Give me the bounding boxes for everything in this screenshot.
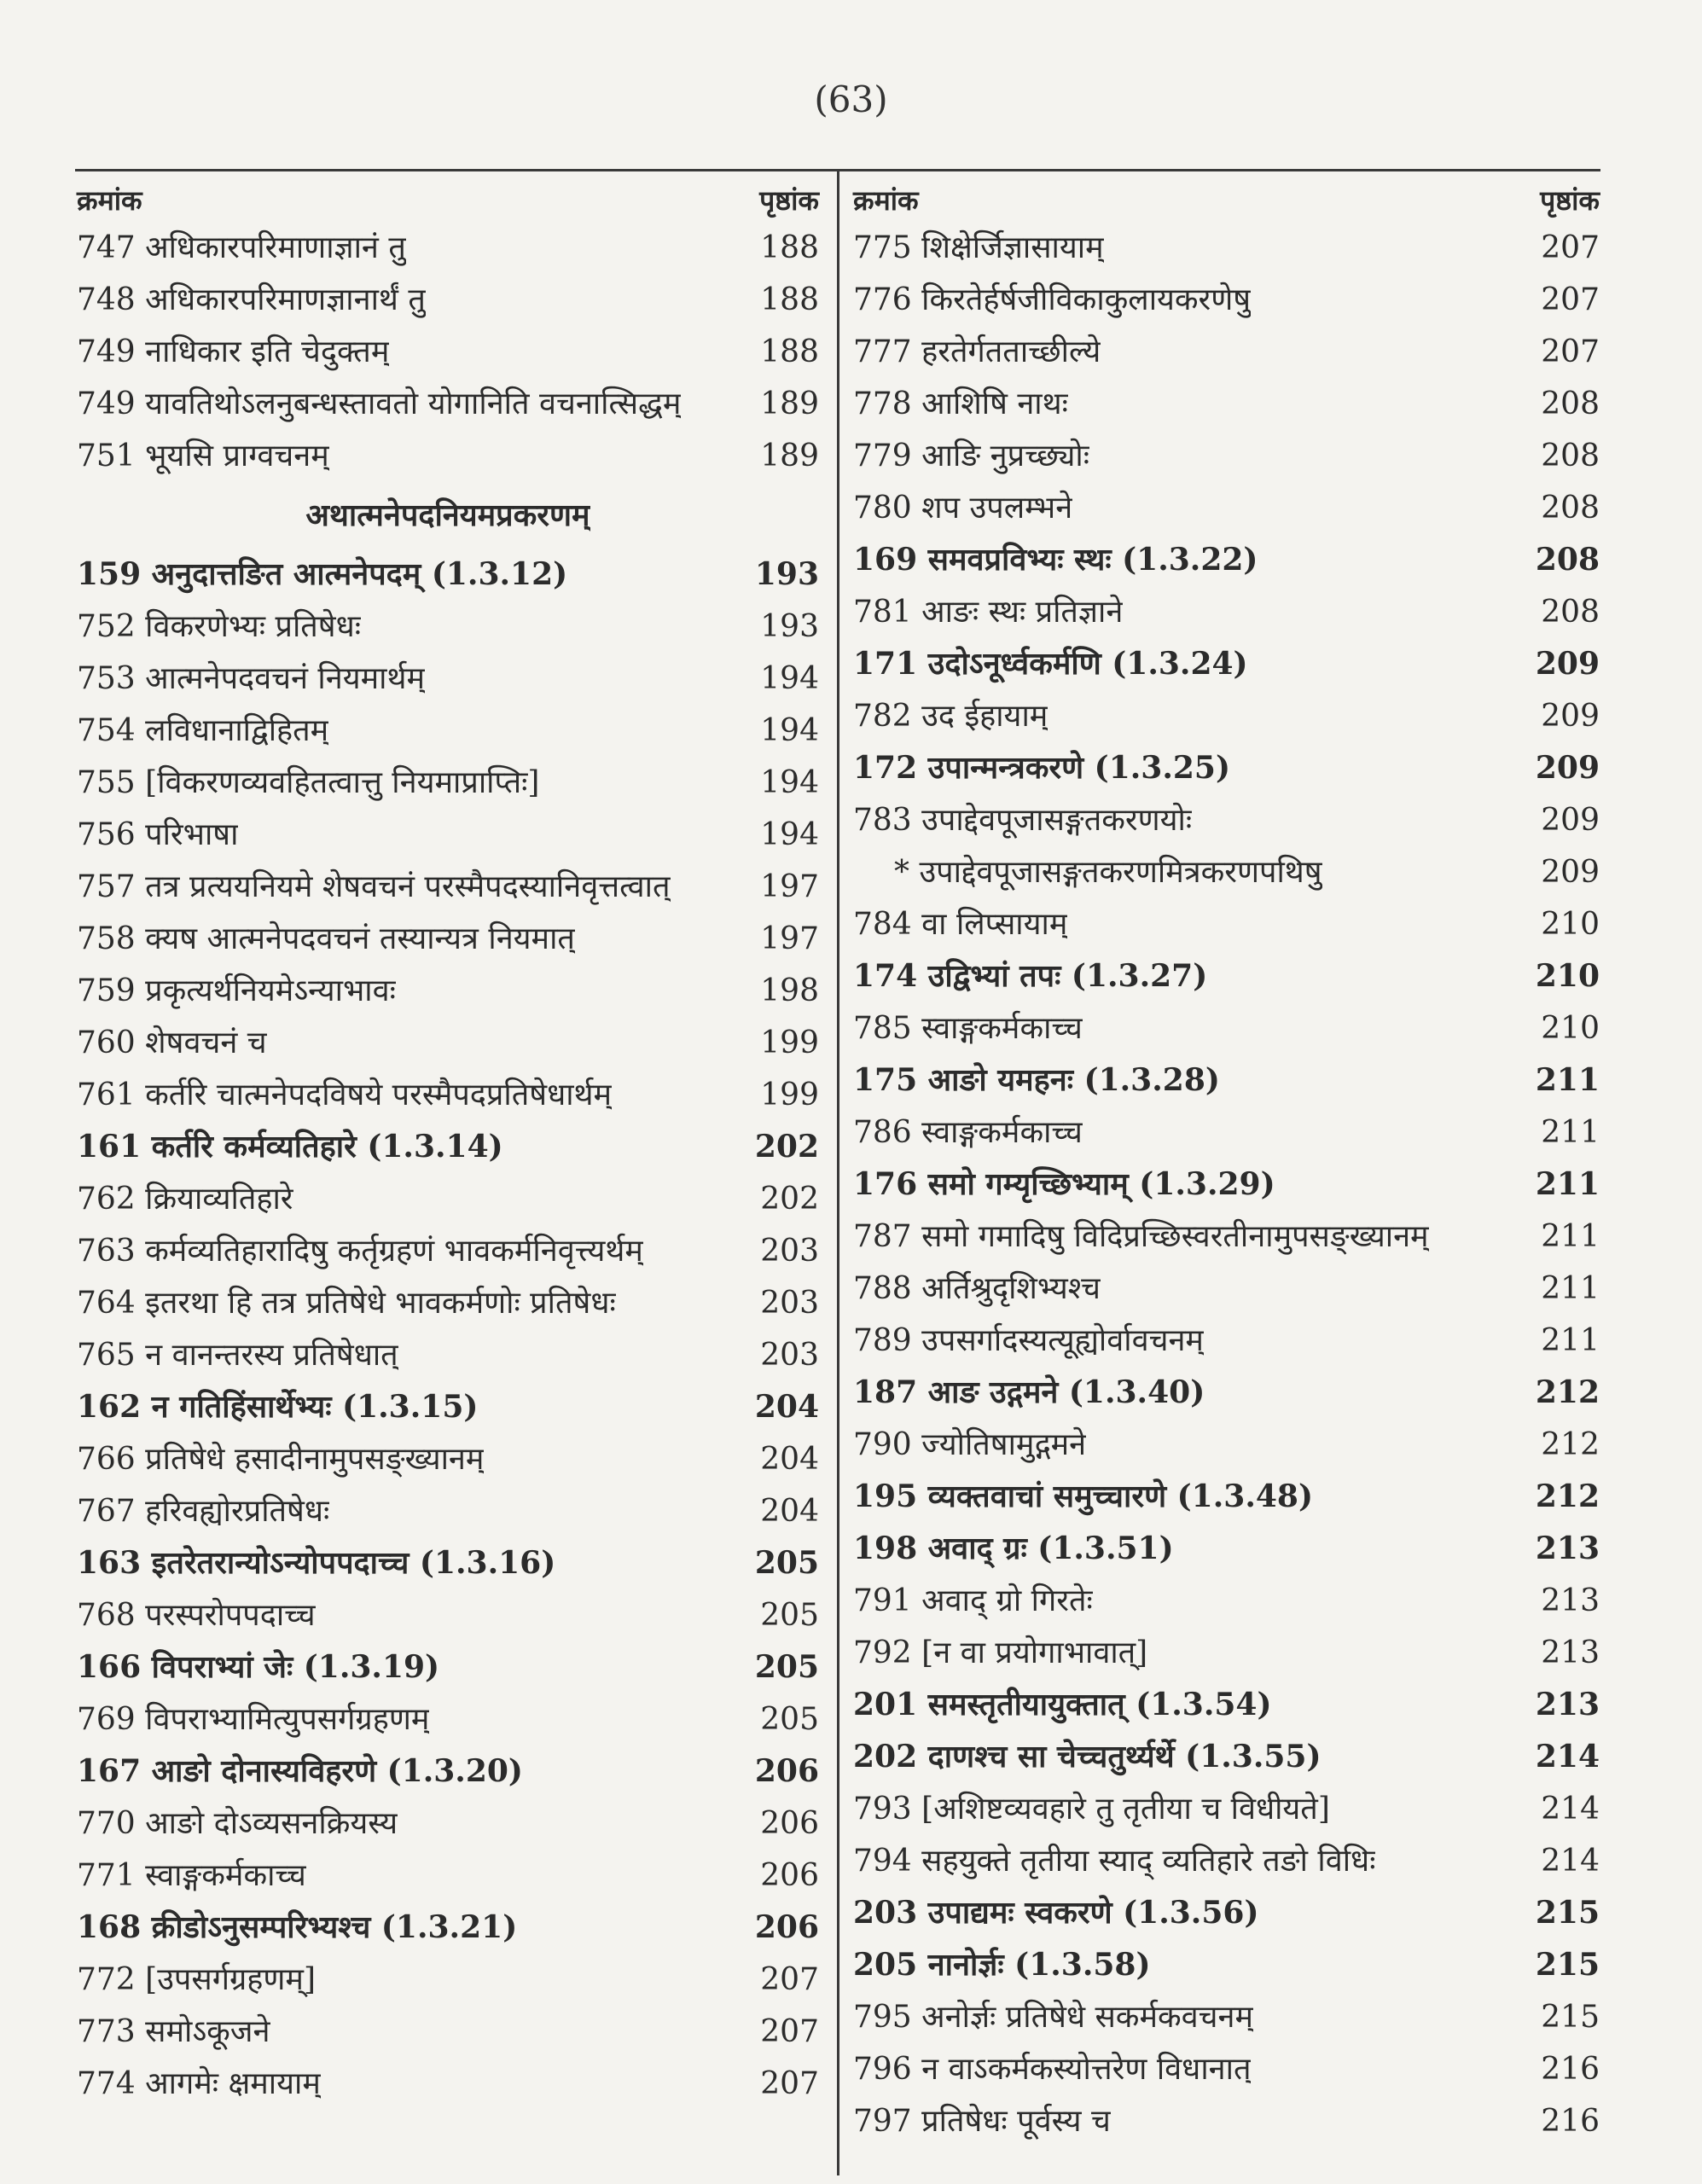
- index-entry: [853, 1263, 1600, 1315]
- index-entry: [853, 1575, 1600, 1627]
- entry-page: 193: [754, 556, 819, 592]
- index-entry: [77, 430, 819, 482]
- index-entry: [853, 1054, 1600, 1107]
- entry-text: 755 [विकरणव्यवहितत्वात्तु नियमाप्राप्तिः]: [77, 765, 540, 800]
- index-entry: [853, 1159, 1600, 1211]
- entry-text: 757 तत्र प्रत्ययनियमे शेषवचनं परस्मैपदस्यानिवृत्तत्वात्: [77, 869, 671, 904]
- entry-text: 766 प्रतिषेधे हसादीनामुपसङ्ख्यानम्: [77, 1442, 485, 1477]
- entry-page: 212: [1541, 1427, 1600, 1462]
- entry-text: 203 उपाद्यमः स्वकरणे (1.3.56): [853, 1895, 1259, 1931]
- entry-page: 216: [1541, 2104, 1600, 2139]
- index-entry: [77, 965, 819, 1017]
- entry-text: 767 हरिवह्योरप्रतिषेधः: [77, 1494, 330, 1529]
- entry-page: 203: [760, 1234, 819, 1269]
- entry-text: 760 शेषवचनं च: [77, 1025, 267, 1060]
- index-entry: [853, 482, 1600, 534]
- entry-page: 211: [1535, 1166, 1600, 1202]
- entry-text: 761 कर्तरि चात्मनेपदविषये परस्मैपदप्रतिषेधार्थम्: [77, 1077, 613, 1112]
- page-heading: पृष्ठांक: [1540, 184, 1600, 217]
- entry-page: 208: [1541, 595, 1600, 630]
- entry-page: 203: [760, 1286, 819, 1321]
- entry-page: 205: [754, 1545, 819, 1581]
- index-entry: [77, 1485, 819, 1537]
- index-entry: [853, 1471, 1600, 1523]
- entry-page: 194: [760, 661, 819, 696]
- entry-text: 764 इतरथा हि तत्र प्रतिषेधे भावकर्मणोः प्रतिषेधः: [77, 1286, 616, 1321]
- entry-page: 207: [1541, 334, 1600, 369]
- entry-text: अथात्मनेपदनियमप्रकरणम्: [305, 497, 590, 533]
- index-entry: [853, 2095, 1600, 2147]
- entry-page: 203: [760, 1338, 819, 1373]
- index-entry: [77, 1641, 819, 1693]
- entry-text: 202 दाणश्च सा चेच्चतुर्थ्यर्थे (1.3.55): [853, 1739, 1322, 1774]
- index-entry: [853, 534, 1600, 586]
- entry-page: 215: [1541, 2000, 1600, 2035]
- entry-page: 211: [1541, 1323, 1600, 1358]
- entry-text: 796 न वाऽकर्मकस्योत्तरेण विधानात्: [853, 2052, 1252, 2087]
- entry-text: 782 उद ईहायाम्: [853, 699, 1049, 734]
- entry-text: 786 स्वाङ्गकर्मकाच्च: [853, 1115, 1083, 1150]
- entry-text: 753 आत्मनेपदवचनं नियमार्थम्: [77, 661, 426, 696]
- entry-page: 197: [760, 869, 819, 904]
- index-entry: [853, 690, 1600, 742]
- right-entry-list: [853, 222, 1600, 2147]
- index-entry: [77, 1121, 819, 1173]
- entry-page: 204: [760, 1442, 819, 1477]
- entry-page: 214: [1541, 1844, 1600, 1879]
- entry-text: 749 यावतिथोऽलनुबन्धस्तावतो योगानिति वचनात्सिद्धम्: [77, 386, 682, 421]
- entry-page: 213: [1541, 1583, 1600, 1618]
- entry-text: 791 अवाद् ग्रो गिरतेः: [853, 1583, 1093, 1618]
- section-heading: [77, 482, 819, 549]
- entry-page: 216: [1541, 2052, 1600, 2087]
- entry-page: 205: [760, 1598, 819, 1633]
- entry-text: 162 न गतिहिंसार्थेभ्यः (1.3.15): [77, 1389, 479, 1425]
- entry-text: 759 प्रकृत्यर्थनियमेऽन्याभावः: [77, 973, 396, 1008]
- entry-page: 213: [1535, 1531, 1600, 1566]
- index-entry: [853, 1367, 1600, 1419]
- entry-text: 794 सहयुक्ते तृतीया स्याद् व्यतिहारे तङो विधिः: [853, 1844, 1376, 1879]
- index-entry: [853, 846, 1600, 898]
- index-entry: [77, 1277, 819, 1329]
- entry-page: 199: [760, 1025, 819, 1060]
- index-entry: [853, 378, 1600, 430]
- left-column: [77, 179, 819, 2110]
- entry-page: 215: [1535, 1895, 1600, 1931]
- index-entry: [77, 1173, 819, 1225]
- entry-text: 771 स्वाङ्गकर्मकाच्च: [77, 1858, 306, 1893]
- index-entry: [77, 1069, 819, 1121]
- entry-text: 752 विकरणेभ्यः प्रतिषेधः: [77, 609, 362, 644]
- index-entry: [853, 898, 1600, 950]
- serial-heading: क्रमांक: [853, 184, 919, 217]
- index-entry: [853, 794, 1600, 846]
- entry-page: 188: [760, 230, 819, 265]
- index-entry: [77, 1433, 819, 1485]
- entry-page: 188: [760, 334, 819, 369]
- entry-page: 194: [760, 817, 819, 852]
- entry-text: 171 उदोऽनूर्ध्वकर्मणि (1.3.24): [853, 646, 1248, 682]
- index-entry: [77, 326, 819, 378]
- entry-page: 199: [760, 1077, 819, 1112]
- entry-page: 193: [760, 609, 819, 644]
- entry-page: 212: [1535, 1374, 1600, 1410]
- entry-page: 207: [760, 1962, 819, 1997]
- entry-page: 213: [1541, 1635, 1600, 1670]
- index-entry: [853, 1991, 1600, 2043]
- entry-text: 187 आङ उद्गमने (1.3.40): [853, 1374, 1205, 1410]
- index-entry: [853, 274, 1600, 326]
- entry-text: 175 आङो यमहनः (1.3.28): [853, 1062, 1220, 1098]
- entry-text: 754 लविधानाद्विहितम्: [77, 713, 329, 748]
- entry-page: 189: [760, 386, 819, 421]
- index-entry: [77, 1745, 819, 1798]
- entry-text: 168 क्रीडोऽनुसम्परिभ्यश्च (1.3.21): [77, 1909, 518, 1945]
- entry-text: 781 आङः स्थः प्रतिज्ञाने: [853, 595, 1124, 630]
- index-entry: [853, 1939, 1600, 1991]
- index-entry: [77, 378, 819, 430]
- entry-page: 215: [1535, 1947, 1600, 1983]
- entry-page: 208: [1541, 491, 1600, 526]
- entry-page: 211: [1541, 1271, 1600, 1306]
- entry-page: 210: [1541, 907, 1600, 942]
- entry-page: 202: [754, 1129, 819, 1165]
- index-entry: [77, 913, 819, 965]
- entry-page: 209: [1535, 646, 1600, 682]
- index-entry: [853, 1419, 1600, 1471]
- entry-page: 213: [1535, 1687, 1600, 1722]
- index-entry: [853, 950, 1600, 1002]
- entry-text: 787 समो गमादिषु विदिप्रच्छिस्वरतीनामुपसङ्ख्यानम्: [853, 1219, 1429, 1254]
- entry-page: 214: [1541, 1792, 1600, 1827]
- entry-text: 765 न वानन्तरस्य प्रतिषेधात्: [77, 1338, 398, 1373]
- entry-text: 205 नानोर्ज्ञः (1.3.58): [853, 1947, 1151, 1983]
- entry-text: 774 आगमेः क्षमायाम्: [77, 2066, 321, 2101]
- entry-text: 775 शिक्षेर्जिज्ञासायाम्: [853, 230, 1104, 265]
- entry-page: 214: [1535, 1739, 1600, 1774]
- entry-text: 772 [उपसर्गग्रहणम्]: [77, 1962, 317, 1997]
- entry-page: 206: [760, 1858, 819, 1893]
- entry-page: 205: [760, 1702, 819, 1737]
- entry-text: * उपाद्देवपूजासङ्गतकरणमित्रकरणपथिषु: [894, 855, 1322, 890]
- entry-page: 208: [1535, 542, 1600, 578]
- index-entry: [853, 1627, 1600, 1679]
- entry-page: 204: [760, 1494, 819, 1529]
- index-entry: [853, 326, 1600, 378]
- index-entry: [77, 274, 819, 326]
- entry-text: 172 उपान्मन्त्रकरणे (1.3.25): [853, 750, 1230, 786]
- index-entry: [853, 1783, 1600, 1835]
- column-divider: [837, 171, 839, 2175]
- page-number: (63): [814, 78, 888, 120]
- entry-text: 769 विपराभ्यामित्युपसर्गग्रहणम्: [77, 1702, 430, 1737]
- entry-text: 784 वा लिप्सायाम्: [853, 907, 1068, 942]
- index-entry: [853, 1679, 1600, 1731]
- entry-text: 161 कर्तरि कर्मव्यतिहारे (1.3.14): [77, 1129, 503, 1165]
- page-heading: पृष्ठांक: [759, 184, 819, 217]
- index-entry: [77, 1850, 819, 1902]
- left-entry-list: [77, 222, 819, 2110]
- entry-text: 777 हरतेर्गतताच्छील्ये: [853, 334, 1101, 369]
- entry-page: 210: [1535, 958, 1600, 994]
- entry-text: 169 समवप्रविभ्यः स्थः (1.3.22): [853, 542, 1258, 578]
- entry-text: 195 व्यक्तवाचां समुच्चारणे (1.3.48): [853, 1478, 1313, 1514]
- entry-text: 780 शप उपलम्भने: [853, 491, 1073, 526]
- entry-page: 205: [754, 1649, 819, 1685]
- entry-text: 795 अनोर्ज्ञः प्रतिषेधे सकर्मकवचनम्: [853, 2000, 1254, 2035]
- right-column-header: [853, 179, 1600, 222]
- index-entry: [77, 2006, 819, 2058]
- index-entry: [853, 222, 1600, 274]
- entry-text: 758 क्यष आत्मनेपदवचनं तस्यान्यत्र नियमात्: [77, 921, 575, 956]
- entry-text: 749 नाधिकार इति चेदुक्तम्: [77, 334, 390, 369]
- index-entry: [77, 1381, 819, 1433]
- entry-page: 194: [760, 713, 819, 748]
- entry-page: 211: [1541, 1115, 1600, 1150]
- index-entry: [853, 2043, 1600, 2095]
- entry-page: 197: [760, 921, 819, 956]
- entry-text: 201 समस्तृतीयायुक्तात् (1.3.54): [853, 1687, 1272, 1722]
- entry-page: 207: [1541, 282, 1600, 317]
- index-entry: [853, 1107, 1600, 1159]
- index-entry: [853, 586, 1600, 638]
- entry-text: 751 भूयसि प्राग्वचनम्: [77, 439, 329, 473]
- entry-page: 210: [1541, 1011, 1600, 1046]
- entry-text: 166 विपराभ्यां जेः (1.3.19): [77, 1649, 440, 1685]
- index-entry: [77, 1902, 819, 1954]
- index-entry: [77, 1017, 819, 1069]
- entry-page: 209: [1535, 750, 1600, 786]
- entry-page: 206: [760, 1806, 819, 1841]
- index-entry: [853, 1523, 1600, 1575]
- index-entry: [853, 430, 1600, 482]
- entry-page: 204: [754, 1389, 819, 1425]
- entry-text: 748 अधिकारपरिमाणज्ञानार्थं तु: [77, 282, 426, 317]
- entry-page: 207: [760, 2014, 819, 2049]
- entry-text: 797 प्रतिषेधः पूर्वस्य च: [853, 2104, 1111, 2139]
- index-entry: [853, 1887, 1600, 1939]
- index-entry: [853, 1731, 1600, 1783]
- entry-page: 207: [760, 2066, 819, 2101]
- right-column: [853, 179, 1600, 2147]
- entry-page: 198: [760, 973, 819, 1008]
- entry-page: 211: [1541, 1219, 1600, 1254]
- left-column-header: [77, 179, 819, 222]
- entry-page: 209: [1541, 855, 1600, 890]
- index-entry: [853, 1315, 1600, 1367]
- entry-text: 789 उपसर्गादस्यत्यूह्योर्वावचनम्: [853, 1323, 1204, 1358]
- entry-text: 778 आशिषि नाथः: [853, 386, 1068, 421]
- entry-page: 212: [1535, 1478, 1600, 1514]
- entry-text: 198 अवाद् ग्रः (1.3.51): [853, 1531, 1174, 1566]
- index-entry: [77, 1589, 819, 1641]
- entry-page: 209: [1541, 803, 1600, 838]
- index-entry: [77, 1798, 819, 1850]
- entry-page: 209: [1541, 699, 1600, 734]
- entry-page: 207: [1541, 230, 1600, 265]
- entry-text: 747 अधिकारपरिमाणाज्ञानं तु: [77, 230, 406, 265]
- entry-text: 176 समो गम्यृच्छिभ्याम् (1.3.29): [853, 1166, 1275, 1202]
- serial-heading: क्रमांक: [77, 184, 142, 217]
- index-entry: [77, 653, 819, 705]
- entry-page: 202: [760, 1182, 819, 1217]
- entry-text: 159 अनुदात्तङित आत्मनेपदम् (1.3.12): [77, 556, 568, 592]
- entry-text: 788 अर्तिश्रुदृशिभ्यश्च: [853, 1271, 1101, 1306]
- index-entry: [77, 549, 819, 601]
- entry-text: 762 क्रियाव्यतिहारे: [77, 1182, 293, 1217]
- entry-text: 785 स्वाङ्गकर्मकाच्च: [853, 1011, 1083, 1046]
- index-entry: [77, 1954, 819, 2006]
- entry-page: 206: [754, 1909, 819, 1945]
- entry-page: 208: [1541, 386, 1600, 421]
- entry-text: 167 आङो दोनास्यविहरणे (1.3.20): [77, 1753, 523, 1789]
- entry-page: 211: [1535, 1062, 1600, 1098]
- index-entry: [853, 1002, 1600, 1054]
- index-entry: [853, 1211, 1600, 1263]
- entry-page: 194: [760, 765, 819, 800]
- entry-text: 776 किरतेर्हर्षजीविकाकुलायकरणेषु: [853, 282, 1252, 317]
- index-entry: [77, 1693, 819, 1745]
- index-entry: [77, 222, 819, 274]
- entry-text: 768 परस्परोपपदाच्च: [77, 1598, 316, 1633]
- entry-text: 174 उद्विभ्यां तपः (1.3.27): [853, 958, 1208, 994]
- entry-text: 792 [न वा प्रयोगाभावात्]: [853, 1635, 1148, 1670]
- entry-text: 163 इतरेतरान्योऽन्योपपदाच्च (1.3.16): [77, 1545, 556, 1581]
- entry-text: 770 आङो दोऽव्यसनक्रियस्य: [77, 1806, 398, 1841]
- entry-page: 206: [754, 1753, 819, 1789]
- entry-page: 189: [760, 439, 819, 473]
- index-entry: [77, 1537, 819, 1589]
- entry-text: 790 ज्योतिषामुद्गमने: [853, 1427, 1087, 1462]
- index-entry: [77, 861, 819, 913]
- entry-text: 783 उपाद्देवपूजासङ्गतकरणयोः: [853, 803, 1193, 838]
- index-entry: [77, 2058, 819, 2110]
- index-entry: [77, 757, 819, 809]
- entry-text: 773 समोऽकूजने: [77, 2014, 270, 2049]
- entry-text: 756 परिभाषा: [77, 817, 239, 852]
- entry-page: 188: [760, 282, 819, 317]
- index-entry: [77, 601, 819, 653]
- entry-text: 763 कर्मव्यतिहारादिषु कर्तृग्रहणं भावकर्मनिवृत्त्यर्थम्: [77, 1234, 643, 1269]
- entry-page: 208: [1541, 439, 1600, 473]
- index-entry: [77, 1329, 819, 1381]
- entry-text: 793 [अशिष्टव्यवहारे तु तृतीया च विधीयते]: [853, 1792, 1330, 1827]
- index-entry: [853, 1835, 1600, 1887]
- entry-text: 779 आङि नुप्रच्छ्योः: [853, 439, 1089, 473]
- index-entry: [77, 705, 819, 757]
- index-entry: [853, 638, 1600, 690]
- index-entry: [853, 742, 1600, 794]
- index-entry: [77, 1225, 819, 1277]
- index-entry: [77, 809, 819, 861]
